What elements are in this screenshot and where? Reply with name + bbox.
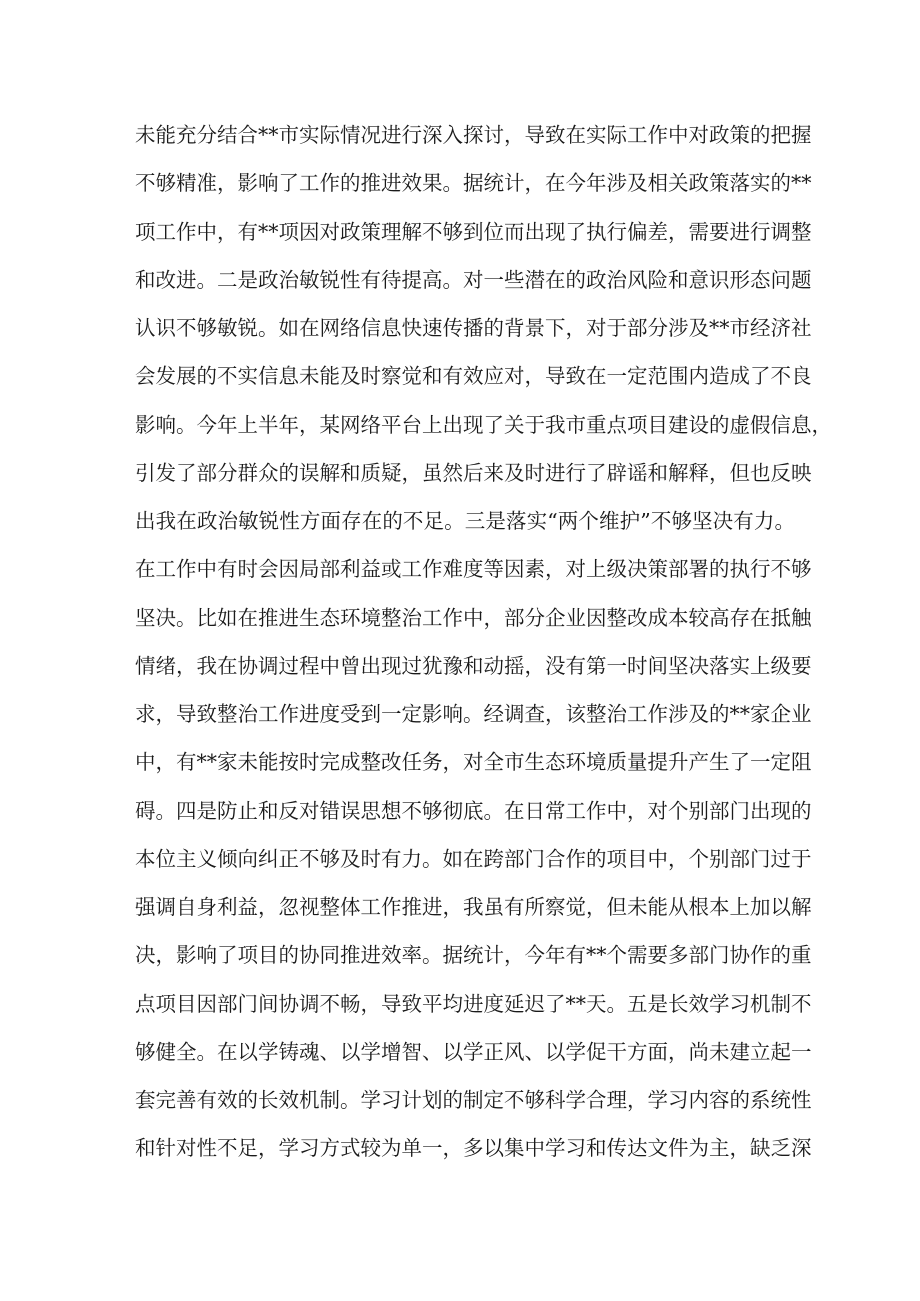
text-line: 求，导致整治工作进度受到一定影响。经调查，该整治工作涉及的**家企业 — [135, 702, 812, 726]
text-line: 未能充分结合**市实际情况进行深入探讨，导致在实际工作中对政策的把握 — [135, 123, 812, 147]
text-line: 坚决。比如在推进生态环境整治工作中，部分企业因整改成本较高存在抵触 — [135, 605, 812, 630]
text-line: 不够精准，影响了工作的推进效果。据统计，在今年涉及相关政策落实的** — [135, 171, 812, 196]
text-line: 情绪，我在协调过程中曾出现过犹豫和动摇，没有第一时间坚决落实上级要 — [135, 653, 812, 678]
text-line: 点项目因部门间协调不畅，导致平均进度延迟了**天。五是长效学习机制不 — [135, 991, 812, 1016]
text-line: 决，影响了项目的协同推进效率。据统计，今年有**个需要多部门协作的重 — [135, 943, 812, 968]
text-line: 认识不够敏锐。如在网络信息快速传播的背景下，对于部分涉及**市经济社 — [135, 316, 812, 340]
text-line: 出我在政治敏锐性方面存在的不足。三是落实“两个维护”不够坚决有力。 — [135, 509, 795, 533]
text-line: 本位主义倾向纠正不够及时有力。如在跨部门合作的项目中，个别部门过于 — [135, 846, 812, 871]
body-paragraph — [135, 111, 832, 1173]
text-line: 中，有**家未能按时完成整改任务，对全市生态环境质量提升产生了一定阻 — [135, 750, 812, 775]
text-line: 和针对性不足，学习方式较为单一，多以集中学习和传达文件为主，缺乏深 — [135, 1136, 812, 1161]
text-line: 项工作中，有**项因对政策理解不够到位而出现了执行偏差，需要进行调整 — [135, 219, 812, 244]
text-line: 引发了部分群众的误解和质疑，虽然后来及时进行了辟谣和解释，但也反映 — [135, 460, 812, 485]
text-line: 在工作中有时会因局部利益或工作难度等因素，对上级决策部署的执行不够 — [135, 557, 812, 582]
text-line: 套完善有效的长效机制。学习计划的制定不够科学合理，学习内容的系统性 — [135, 1088, 812, 1112]
text-line: 影响。今年上半年，某网络平台上出现了关于我市重点项目建设的虚假信息， — [135, 412, 832, 437]
text-line: 会发展的不实信息未能及时察觉和有效应对，导致在一定范围内造成了不良 — [135, 364, 812, 389]
text-line: 碍。四是防止和反对错误思想不够彻底。在日常工作中，对个别部门出现的 — [135, 798, 812, 823]
text-line: 强调自身利益，忽视整体工作推进，我虽有所察觉，但未能从根本上加以解 — [135, 895, 812, 919]
text-line: 够健全。在以学铸魂、以学增智、以学正风、以学促干方面，尚未建立起一 — [135, 1039, 812, 1064]
text-line: 和改进。二是政治敏锐性有待提高。对一些潜在的政治风险和意识形态问题 — [135, 267, 812, 292]
